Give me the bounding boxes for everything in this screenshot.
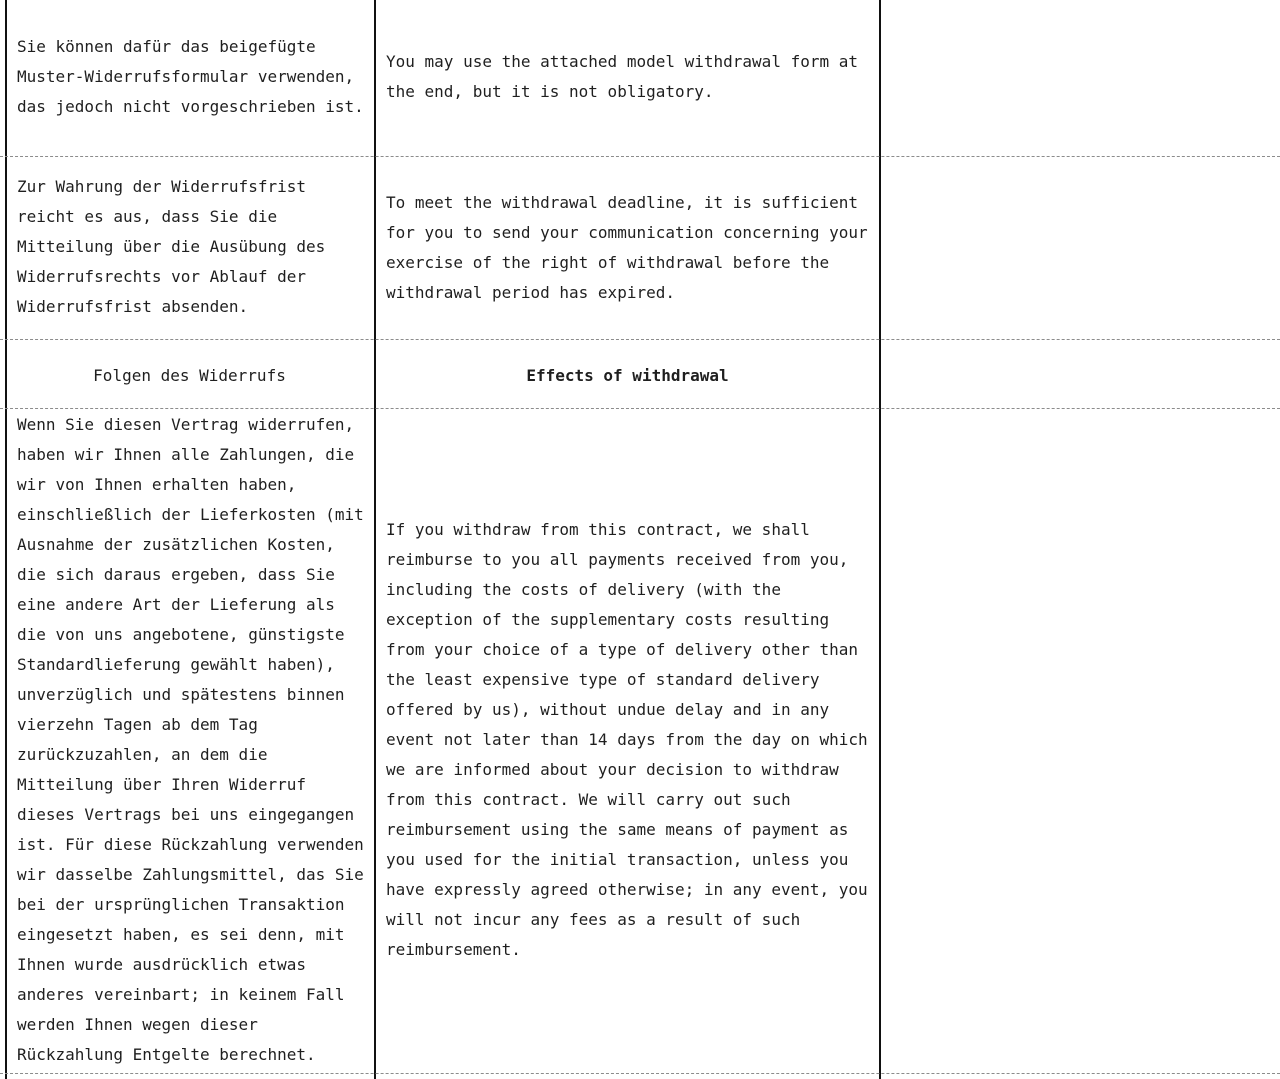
- column-divider-1: [374, 0, 376, 1079]
- row-separator: [0, 339, 1280, 340]
- german-text-cell: Wenn Sie diesen Vertrag widerrufen, haben wir Ihnen alle Zahlungen, die wir von Ihnen erhalten haben, einschließlich der Lieferkosten (mit Ausnahme der zusätzlichen Kosten, die sich daraus ergeben, dass Sie eine andere Art der Lieferung als die von uns angebotene, günstigste Standardlieferung gewählt haben), unverzüglich und spätestens binnen vierzehn Tagen ab dem Tag zurückzuzahlen, an dem die Mitteilung über Ihren Widerruf dieses Vertrags bei uns eingegangen ist. Für diese Rückzahlung verwenden wir dasselbe Zahlungsmittel, das Sie bei der ursprünglichen Transaktion eingesetzt haben, es sei denn, mit Ihnen wurde ausdrücklich etwas anderes vereinbart; in keinem Fall werden Ihnen wegen dieser Rückzahlung Entgelte berechnet.: [17, 415, 364, 1064]
- english-section-heading: Effects of withdrawal: [526, 366, 729, 385]
- english-text-cell: You may use the attached model withdrawal form at the end, but it is not obligatory.: [386, 52, 859, 101]
- row-separator: [0, 1073, 1280, 1074]
- german-section-heading: Folgen des Widerrufs: [93, 366, 286, 385]
- german-text-cell: Sie können dafür das beigefügte Muster-Widerrufsformular verwenden, das jedoch nicht vorgeschrieben ist.: [17, 37, 364, 116]
- row-separator: [0, 408, 1280, 409]
- english-text-cell: If you withdraw from this contract, we shall reimburse to you all payments received from you, including the costs of delivery (with the exception of the supplementary costs resulting from your choice of a type of delivery other than the least expensive type of standard delivery offered by us), without undue delay and in any event not later than 14 days from the day on which we are informed about your decision to withdraw from this contract. We will carry out such reimbursement using the same means of payment as you used for the initial transaction, unless you have expressly agreed otherwise; in any event, you will not incur any fees as a result of such reimbursement.: [386, 520, 868, 959]
- english-text-cell: To meet the withdrawal deadline, it is sufficient for you to send your communication concerning your exercise of the right of withdrawal before the withdrawal period has expired.: [386, 193, 868, 302]
- column-divider-2: [879, 0, 881, 1079]
- table-border-left: [5, 0, 7, 1079]
- row-separator: [0, 156, 1280, 157]
- german-text-cell: Zur Wahrung der Widerrufsfrist reicht es aus, dass Sie die Mitteilung über die Ausübung des Widerrufsrechts vor Ablauf der Widerrufsfrist absenden.: [17, 177, 326, 316]
